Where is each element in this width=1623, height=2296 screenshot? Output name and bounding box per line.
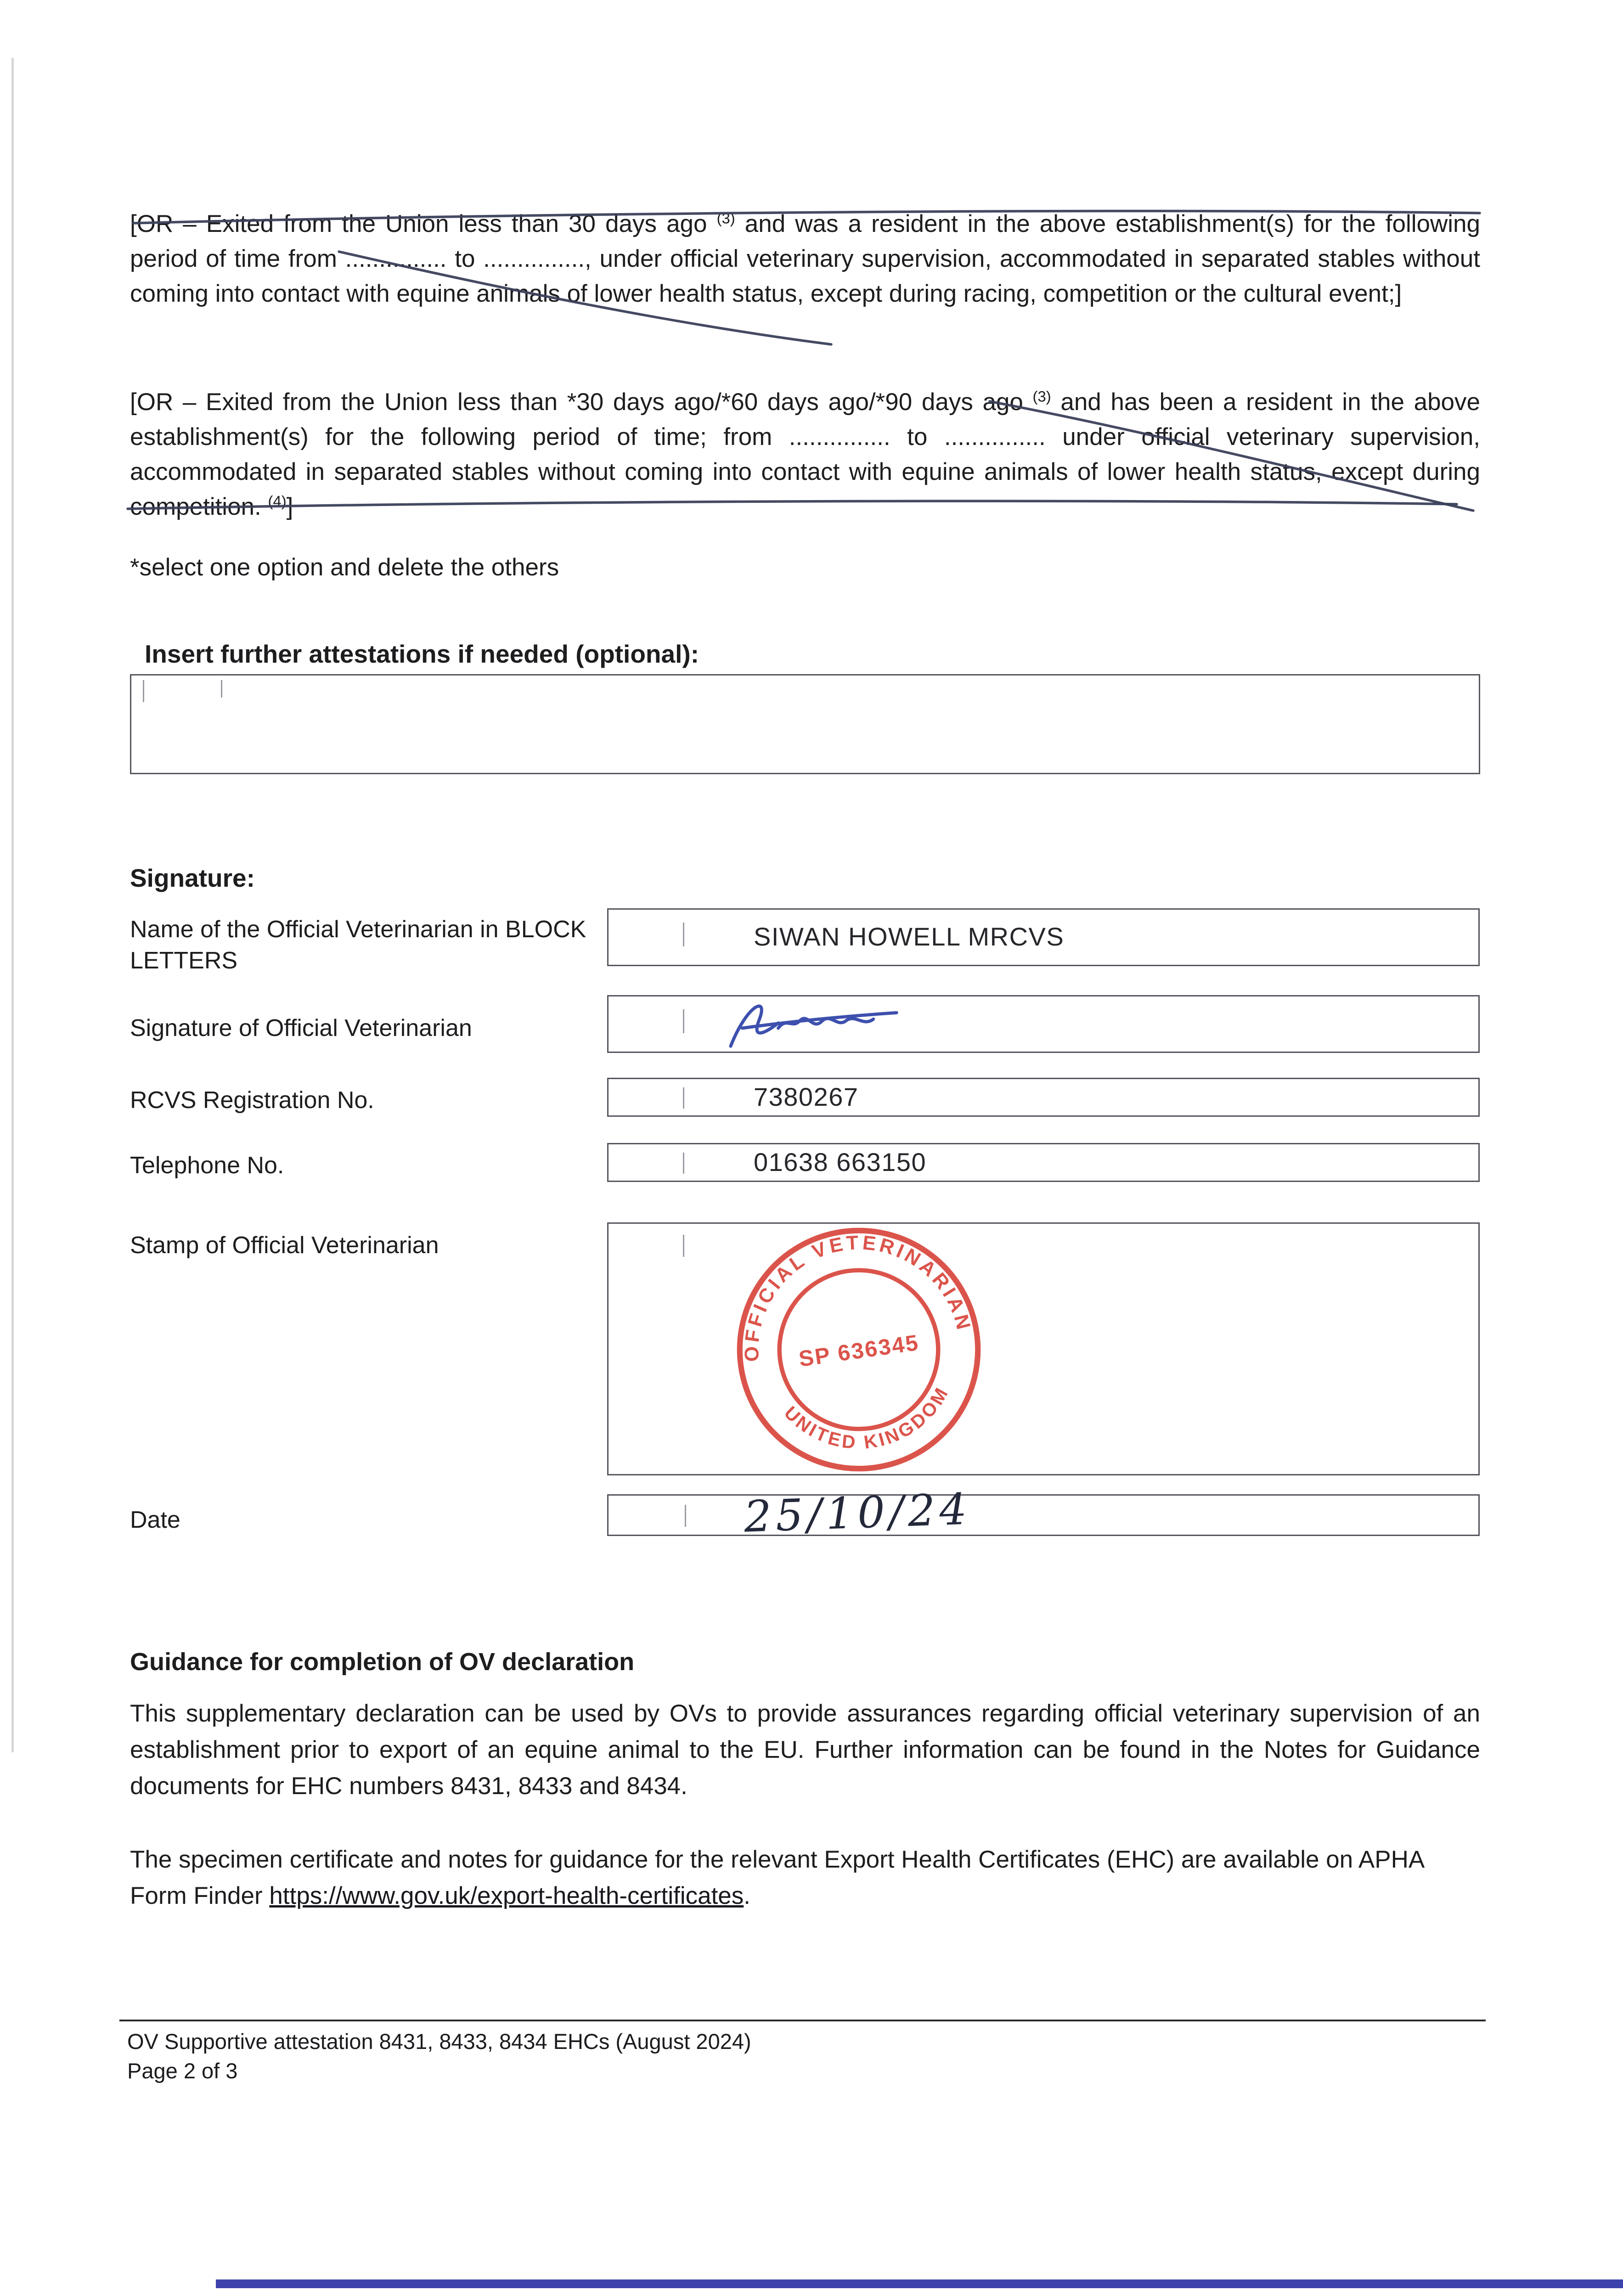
footnote-ref-3: (3): [716, 209, 735, 227]
telephone-value: 01638 663150: [754, 1147, 927, 1176]
guidance-paragraph-2: [130, 1841, 1480, 1914]
field-tick-mark: [683, 923, 684, 946]
signature-label: Signature of Official Veterinarian: [130, 1015, 472, 1041]
svg-text:UNITED KINGDOM: [778, 1380, 960, 1464]
name-value: SIWAN HOWELL MRCVS: [754, 922, 1065, 951]
name-field-box[interactable]: [607, 908, 1480, 966]
rcvs-label: RCVS Registration No.: [130, 1087, 374, 1114]
field-tick-mark: [683, 1009, 684, 1033]
rcvs-value: 7380267: [754, 1082, 859, 1111]
or2-text: [OR – Exited from the Union less than *30 days ago/*60 days ago/*90 days ago: [130, 388, 1033, 416]
date-field-box[interactable]: [607, 1484, 1480, 1542]
footer-rule: [119, 2020, 1486, 2021]
attestations-box[interactable]: [130, 674, 1480, 774]
footer-page-number: Page 2 of 3: [127, 2059, 238, 2083]
stamp-top-arc-text: OFFICIAL VETERINARIAN: [740, 1232, 975, 1362]
scan-artifact-line: [11, 58, 14, 1752]
field-tick-mark: [683, 1153, 684, 1174]
date-value: 25/10/24: [743, 1484, 972, 1542]
guidance-paragraph-1: This supplementary declaration can be used by OVs to provide assurances regarding official veterinary supervision of an establishment prior to export of an equine animal to the EU. Further information can be found in the Notes for Guidance documents for EHC numbers 8431, 8433 and 8434.: [130, 1700, 1480, 1800]
field-tick-mark: [685, 1505, 686, 1527]
or2-text-end: ]: [286, 493, 293, 520]
date-label: Date: [130, 1507, 180, 1533]
stamp-bottom-arc-text: UNITED KINGDOM: [780, 1382, 953, 1453]
signature-field-box[interactable]: [607, 995, 1480, 1053]
footer-doc-title: OV Supportive attestation 8431, 8433, 8434 EHCs (August 2024): [127, 2029, 751, 2054]
guidance-heading: Guidance for completion of OV declaration: [130, 1648, 635, 1676]
signature-scribble: [705, 988, 962, 1062]
field-tick-mark: [221, 680, 222, 698]
select-option-note: *select one option and delete the others: [130, 554, 559, 581]
guidance-p2-text: The specimen certificate and notes for guidance for the relevant Export Health Certificates (EHC) are available on APHA Form Finder: [130, 1846, 1424, 1909]
stamp-center-text: SP 636345: [797, 1330, 921, 1372]
or2-text-cont: and has been a resident in the above establishment(s) for the following period of time; from ............... to ............... under official veterinary supervision, accommodated in separated stables without coming into contact with equine animals of lower health status, except during competition.: [130, 388, 1480, 520]
name-label: Name of the Official Veterinarian in BLOCK LETTERS: [130, 916, 586, 974]
guidance-p2-period: .: [744, 1882, 751, 1909]
signature-heading: Signature:: [130, 864, 255, 892]
export-certificates-link[interactable]: https://www.gov.uk/export-health-certificates: [269, 1882, 744, 1909]
bottom-accent-bar: [216, 2279, 1623, 2288]
attestations-heading: Insert further attestations if needed (optional):: [145, 640, 699, 668]
telephone-label: Telephone No.: [130, 1152, 284, 1179]
rcvs-field-box[interactable]: [607, 1078, 1480, 1117]
stamp-label: Stamp of Official Veterinarian: [130, 1232, 439, 1259]
field-tick-mark: [143, 680, 144, 702]
or-paragraph-2: [130, 385, 1480, 524]
footnote-ref-3b: (3): [1032, 388, 1051, 405]
official-stamp: [719, 1210, 999, 1490]
or-paragraph-1: [130, 207, 1480, 311]
footnote-ref-4: (4): [268, 492, 287, 510]
or1-text: [OR – Exited from the Union less than 30 days ago: [130, 210, 717, 237]
stamp-field-box[interactable]: [607, 1222, 1480, 1475]
field-tick-mark: [683, 1235, 684, 1257]
field-tick-mark: [683, 1087, 684, 1109]
or1-text-cont: and was a resident in the above establishment(s) for the following period of time from ............... to ..............., under official veterinary supervision, accommodated in separated stables without coming into contact with equine animals of lower health status, except during racing, competition or the cultural event;]: [130, 210, 1480, 307]
telephone-field-box[interactable]: [607, 1143, 1480, 1182]
